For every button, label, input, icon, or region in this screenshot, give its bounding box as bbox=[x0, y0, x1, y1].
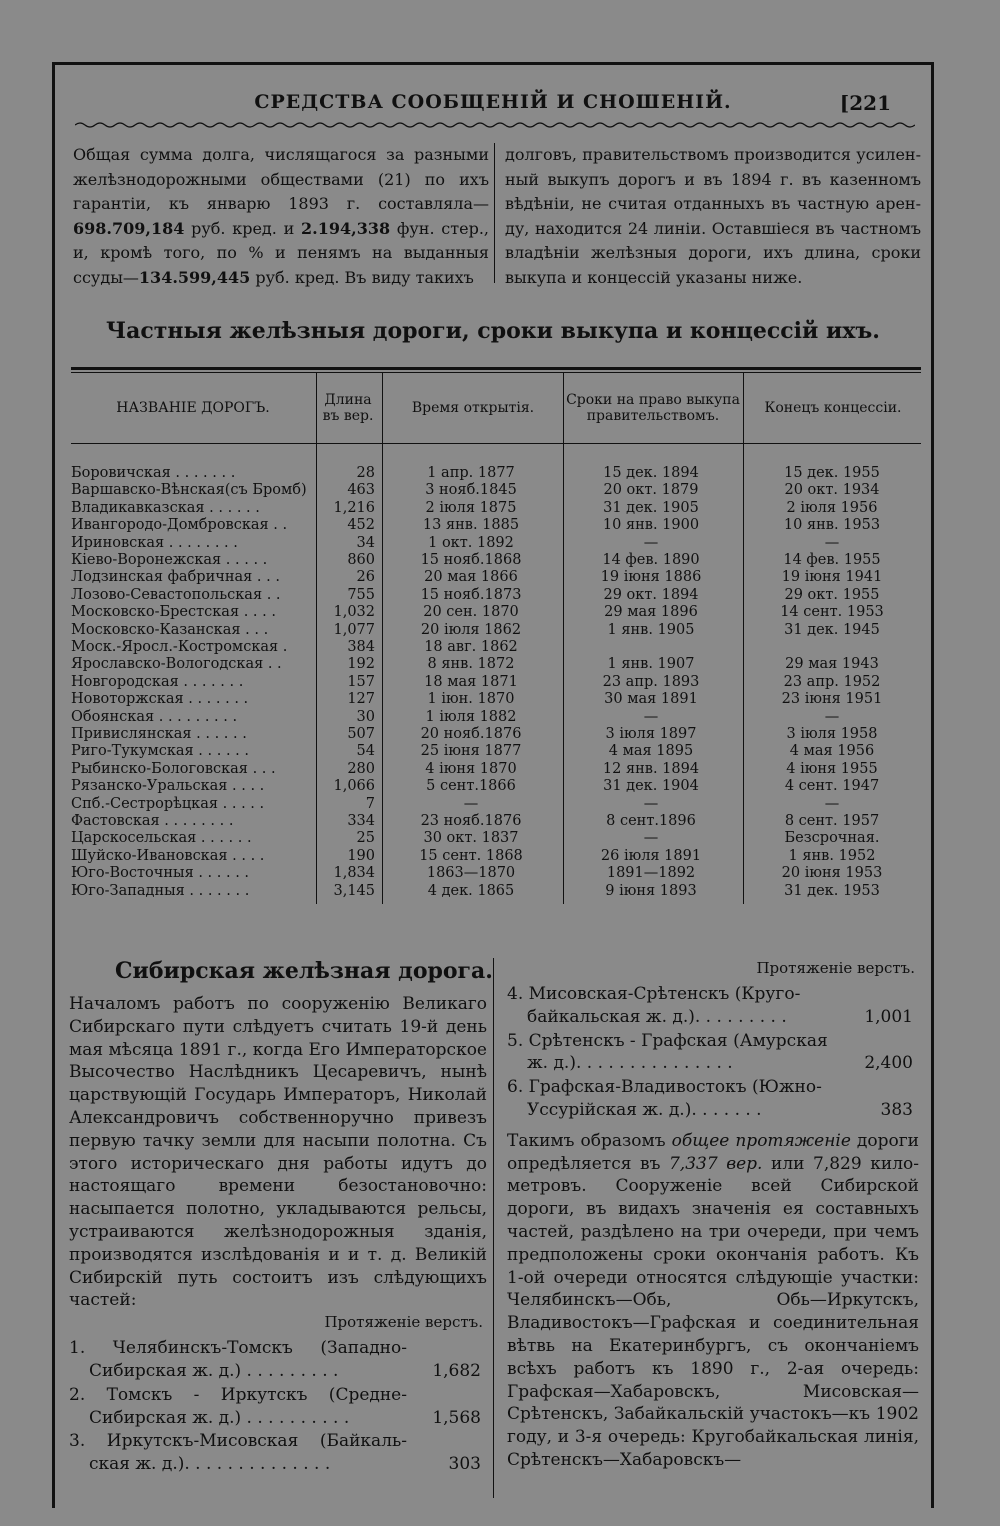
length-cell: 127 bbox=[347, 691, 375, 708]
table-row bbox=[71, 691, 921, 708]
redemption-cell: 31 дек. 1905 bbox=[603, 499, 699, 516]
road-name-cell: Юго-Восточныя . . . . . . bbox=[71, 865, 250, 882]
length-cell: 26 bbox=[356, 569, 375, 586]
intro-text: руб. кред. и bbox=[184, 218, 302, 238]
redemption-cell: 29 мая 1896 bbox=[604, 604, 698, 621]
opening-cell: 18 авг. 1862 bbox=[424, 639, 518, 655]
length-cell: 34 bbox=[356, 534, 375, 551]
road-name-cell: Рязанско-Уральская . . . . bbox=[71, 778, 265, 795]
conclusion-emphasis: общее протяженіе bbox=[671, 1130, 851, 1151]
debt-amount-rub: 698.709,184 bbox=[73, 218, 185, 238]
road-name-cell: Новоторжская . . . . . . . bbox=[71, 691, 249, 708]
table-top-rule bbox=[71, 367, 921, 370]
redemption-cell: — bbox=[643, 830, 659, 847]
redemption-cell: 31 дек. 1904 bbox=[603, 778, 699, 795]
section-name: 6. Графская-Владивостокъ (Южно-Уссурійская ж. д.). . . . . . . bbox=[507, 1077, 822, 1120]
table-row bbox=[71, 830, 921, 847]
opening-cell: 1 іюн. 1870 bbox=[427, 691, 515, 708]
table-row bbox=[71, 604, 921, 621]
redemption-cell: 15 дек. 1894 bbox=[603, 465, 699, 481]
concession-end-cell: 31 дек. 1945 bbox=[784, 621, 880, 638]
concession-end-cell: — bbox=[824, 534, 840, 551]
opening-cell: 4 дек. 1865 bbox=[427, 882, 515, 899]
length-cell: 280 bbox=[347, 760, 375, 777]
table-row bbox=[71, 587, 921, 604]
length-cell: 7 bbox=[365, 795, 375, 812]
table-row bbox=[71, 482, 921, 499]
opening-cell: 18 мая 1871 bbox=[424, 673, 518, 690]
redemption-cell: 3 іюля 1897 bbox=[605, 726, 697, 742]
header-length: Длина въ вер. bbox=[322, 392, 374, 424]
redemption-cell: 4 мая 1895 bbox=[608, 743, 694, 760]
debt-amount-gbp: 2.194,338 bbox=[301, 218, 391, 238]
redemption-cell: 1 янв. 1905 bbox=[607, 621, 695, 638]
section-name: 4. Мисовская-Срѣтенскъ (Кругобайкальская ж. д.). . . . . . . . . bbox=[507, 984, 801, 1027]
length-cell: 30 bbox=[356, 708, 375, 725]
redemption-cell: 9 іюня 1893 bbox=[605, 882, 697, 899]
length-cell: 192 bbox=[347, 656, 375, 673]
road-name-cell: Царскосельская . . . . . . bbox=[71, 830, 252, 847]
section-item bbox=[69, 1430, 487, 1476]
concession-end-cell: 2 іюля 1956 bbox=[786, 499, 878, 516]
loan-amount: 134.599,445 bbox=[138, 267, 251, 287]
opening-cell: 1 окт. 1892 bbox=[428, 534, 514, 551]
table-row bbox=[71, 535, 921, 552]
road-name-cell: Владикавказская . . . . . . bbox=[71, 499, 260, 516]
table-row bbox=[71, 743, 921, 760]
concession-end-cell: 20 окт. 1934 bbox=[784, 482, 880, 499]
section-item bbox=[507, 1076, 919, 1122]
table-row bbox=[71, 656, 921, 673]
column-divider bbox=[493, 958, 494, 1498]
concession-end-cell: 4 мая 1956 bbox=[789, 743, 875, 760]
concession-end-cell: 19 іюня 1941 bbox=[781, 569, 883, 586]
table-row bbox=[71, 796, 921, 813]
table-row bbox=[71, 674, 921, 691]
table-row bbox=[71, 465, 921, 482]
road-name-cell: Кіево-Воронежская . . . . . bbox=[71, 552, 268, 568]
header-redemption: Сроки на право выкупа правительствомъ. bbox=[566, 392, 740, 424]
section-length: 303 bbox=[448, 1454, 481, 1475]
redemption-cell: 20 окт. 1879 bbox=[603, 482, 699, 499]
section-length: 1,568 bbox=[432, 1407, 481, 1428]
opening-cell: 15 нояб.1873 bbox=[420, 586, 522, 603]
intro-left-column bbox=[73, 143, 489, 290]
column-divider bbox=[494, 143, 495, 283]
length-cell: 507 bbox=[347, 726, 375, 742]
length-cell: 755 bbox=[347, 586, 375, 603]
section-length: 1,682 bbox=[432, 1360, 481, 1381]
section-name: 2. Томскъ - Иркутскъ (Средне-Сибирская ж. д.) . . . . . . . . . . bbox=[69, 1384, 407, 1428]
extent-header: Протяженіе верстъ. bbox=[324, 1313, 483, 1332]
length-cell: 334 bbox=[347, 813, 375, 829]
length-cell: 1,834 bbox=[333, 865, 375, 882]
section-item bbox=[69, 1337, 487, 1383]
siberian-left-column bbox=[69, 993, 487, 1477]
road-name-cell: Ириновская . . . . . . . . bbox=[71, 534, 238, 551]
section-length: 1,001 bbox=[864, 1006, 913, 1027]
road-name-cell: Ярославско-Вологодская . . bbox=[71, 656, 282, 673]
opening-cell: 30 окт. 1837 bbox=[423, 830, 519, 847]
intro-text: фун. стер., и, кромѣ того, по % и пенямъ на выданныя ссуды— bbox=[73, 218, 489, 287]
length-cell: 54 bbox=[356, 743, 375, 760]
redemption-cell: — bbox=[643, 534, 659, 551]
road-name-cell: Боровичская . . . . . . . bbox=[71, 465, 236, 481]
road-name-cell: Юго-Западныя . . . . . . . bbox=[71, 882, 250, 899]
intro-section bbox=[73, 143, 921, 287]
opening-cell: 15 сент. 1868 bbox=[419, 847, 523, 864]
road-name-cell: Новгородская . . . . . . . bbox=[71, 673, 244, 690]
opening-cell: 20 нояб.1876 bbox=[420, 726, 522, 742]
concession-end-cell: 14 фев. 1955 bbox=[783, 552, 881, 568]
intro-text: Общая сумма долга, числящагося за разными желѣзнодорожными обществами (21) по ихъ гарантіи, къ январю 1893 г. составляла— bbox=[73, 145, 489, 213]
redemption-cell: 19 іюня 1886 bbox=[600, 569, 702, 586]
section-name: 1. Челябинскъ-Томскъ (Западно-Сибирская ж. д.) . . . . . . . . . bbox=[69, 1338, 407, 1381]
total-length: 7,337 вер. bbox=[668, 1153, 763, 1174]
redemption-cell: — bbox=[643, 708, 659, 725]
opening-cell: 8 янв. 1872 bbox=[427, 656, 515, 673]
redemption-cell: 29 окт. 1894 bbox=[603, 586, 699, 603]
table-row bbox=[71, 778, 921, 795]
concession-end-cell: 1 янв. 1952 bbox=[788, 847, 876, 864]
opening-cell: 20 мая 1866 bbox=[424, 569, 518, 586]
redemption-cell: 1891—1892 bbox=[606, 865, 696, 882]
header-opening: Время открытія. bbox=[411, 400, 535, 416]
opening-cell: 3 нояб.1845 bbox=[425, 482, 517, 499]
extent-header: Протяженіе верстъ. bbox=[756, 959, 915, 977]
redemption-cell: 30 мая 1891 bbox=[604, 691, 698, 708]
opening-cell: 23 нояб.1876 bbox=[420, 813, 522, 829]
road-name-cell: Варшавско-Вѣнская(съ Бромб) bbox=[71, 482, 307, 499]
opening-cell: 5 сент.1866 bbox=[426, 778, 516, 795]
length-cell: 190 bbox=[347, 847, 375, 864]
page-number: [221 bbox=[839, 91, 891, 115]
table-row bbox=[71, 813, 921, 830]
header-bottom-rule bbox=[71, 443, 921, 444]
concession-end-cell: 3 іюля 1958 bbox=[786, 726, 878, 742]
road-name-cell: Рыбинско-Бологовская . . . bbox=[71, 760, 276, 777]
siberian-body: Началомъ работъ по сооруженію Великаго Сибирскаго пути слѣдуетъ считать 19-й день мая мѣсяца 1891 г., когда Его Императорское Высочество Наслѣдникъ Цесаревичъ, нынѣ царствующій Государь Императоръ, Николай Александровичъ собственноручно привезъ первую тачку земли для насыпи полотна. Съ этого историческаго дня работы идутъ до настоящаго времени безостановочно: насыпается полотно, укладываются рельсы, устраиваются желѣзнодорожныя зданія, производятся изслѣдованія и и т. д. Великій Сибирскій путь состоитъ изъ слѣдующихъ частей: bbox=[69, 994, 487, 1311]
wavy-divider bbox=[75, 121, 915, 129]
concession-end-cell: 14 сент. 1953 bbox=[780, 604, 884, 621]
conclusion-text: Такимъ образомъ bbox=[507, 1130, 672, 1151]
road-name-cell: Привислянская . . . . . . bbox=[71, 726, 247, 742]
table-row bbox=[71, 709, 921, 726]
header-road-name: НАЗВАНІЕ ДОРОГЪ. bbox=[116, 400, 270, 416]
page-header bbox=[55, 91, 931, 121]
table-top-rule-thin bbox=[71, 372, 921, 373]
concession-end-cell: 10 янв. 1953 bbox=[783, 517, 881, 534]
section-name: 5. Срѣтенскъ - Графская (Амурская ж. д.). . . . . . . . . . . . . . . bbox=[507, 1030, 828, 1074]
road-name-cell: Спб.-Сестрорѣцкая . . . . . bbox=[71, 795, 265, 812]
table-row bbox=[71, 848, 921, 865]
opening-cell: 13 янв. 1885 bbox=[422, 517, 520, 534]
length-cell: 25 bbox=[356, 830, 375, 847]
road-name-cell: Лодзинская фабричная . . . bbox=[71, 569, 280, 586]
redemption-cell: 14 фев. 1890 bbox=[602, 552, 700, 568]
table-row bbox=[71, 552, 921, 569]
concession-end-cell: 4 іюня 1955 bbox=[786, 760, 878, 777]
road-name-cell: Риго-Тукумская . . . . . . bbox=[71, 743, 250, 760]
table-title: Частныя желѣзныя дороги, сроки выкупа и концессій ихъ. bbox=[106, 318, 880, 344]
table-row bbox=[71, 639, 921, 656]
intro-text: руб. кред. Въ виду такихъ bbox=[250, 267, 474, 287]
length-cell: 3,145 bbox=[333, 882, 375, 899]
table-row bbox=[71, 726, 921, 743]
length-cell: 1,032 bbox=[333, 604, 375, 621]
redemption-cell: 10 янв. 1900 bbox=[602, 517, 700, 534]
concession-end-cell: 29 окт. 1955 bbox=[784, 586, 880, 603]
header-concession-end: Конецъ концессіи. bbox=[764, 400, 902, 416]
length-cell: 384 bbox=[347, 639, 375, 655]
road-name-cell: Ивангородо-Домбровская . . bbox=[71, 517, 288, 534]
opening-cell: 1 апр. 1877 bbox=[427, 465, 515, 481]
section-item bbox=[507, 1030, 919, 1076]
length-cell: 1,216 bbox=[333, 499, 375, 516]
opening-cell: 20 сен. 1870 bbox=[423, 604, 519, 621]
road-name-cell: Шуйско-Ивановская . . . . bbox=[71, 847, 265, 864]
conclusion-text: или 7,829 километровъ. Сооруженіе всей Сибирской дороги, въ видахъ значенія ея составныхъ частей, раздѣлено на три очереди, при чемъ предположены сроки окончанія работъ. Къ 1-ой очереди относятся слѣдующіе участки: Челябинскъ—Обь, Обь—Иркутскъ, Владивостокъ—Графская и соединительная вѣтвь на Екатеринбургъ, съ окончаніемъ всѣхъ работъ къ 1890 г., 2-ая очередь: Графская—Хабаровскъ, Мисовская—Срѣтенскъ, Забайкальскій участокъ—къ 1902 году, и 3-я очередь: Кругобайкальская линія, Срѣтенскъ—Хабаровскъ— bbox=[507, 1153, 919, 1470]
opening-cell: 2 іюля 1875 bbox=[425, 499, 517, 516]
concession-end-cell: Безсрочная. bbox=[784, 830, 880, 847]
road-name-cell: Московско-Брестская . . . . bbox=[71, 604, 276, 621]
length-cell: 1,066 bbox=[333, 778, 375, 795]
table-row bbox=[71, 517, 921, 534]
opening-cell: 1863—1870 bbox=[426, 865, 516, 882]
road-name-cell: Московско-Казанская . . . bbox=[71, 621, 269, 638]
table-row bbox=[71, 569, 921, 586]
siberian-title: Сибирская желѣзная дорога. bbox=[115, 958, 493, 984]
road-name-cell: Обоянская . . . . . . . . . bbox=[71, 708, 238, 725]
siberian-right-column bbox=[507, 958, 919, 1472]
section-name: 3. Иркутскъ-Мисовская (Байкальская ж. д.). . . . . . . . . . . . . . bbox=[69, 1431, 407, 1475]
page-frame bbox=[52, 62, 934, 1508]
section-length: 2,400 bbox=[864, 1053, 913, 1074]
opening-cell: 15 нояб.1868 bbox=[420, 552, 522, 568]
road-name-cell: Моск.-Яросл.-Костромская . bbox=[71, 639, 288, 655]
road-name-cell: Фастовская . . . . . . . . bbox=[71, 813, 234, 829]
concession-end-cell: 4 сент. 1947 bbox=[784, 778, 880, 795]
concession-end-cell: 31 дек. 1953 bbox=[784, 882, 880, 899]
concession-end-cell: 15 дек. 1955 bbox=[784, 465, 880, 481]
opening-cell: 20 іюля 1862 bbox=[420, 621, 522, 638]
concession-end-cell: 23 іюня 1951 bbox=[781, 691, 883, 708]
length-cell: 1,077 bbox=[333, 621, 375, 638]
table-row bbox=[71, 761, 921, 778]
redemption-cell: — bbox=[643, 795, 659, 812]
opening-cell: — bbox=[463, 795, 479, 812]
concession-end-cell: — bbox=[824, 795, 840, 812]
section-item bbox=[507, 983, 919, 1029]
road-name-cell: Лозово-Севастопольская . . bbox=[71, 586, 281, 603]
length-cell: 28 bbox=[356, 465, 375, 481]
concession-end-cell: 23 апр. 1952 bbox=[783, 673, 881, 690]
table-row bbox=[71, 883, 921, 900]
opening-cell: 1 іюля 1882 bbox=[425, 708, 517, 725]
redemption-cell: 1 янв. 1907 bbox=[607, 656, 695, 673]
redemption-cell: 12 янв. 1894 bbox=[602, 760, 700, 777]
redemption-cell: 8 сент.1896 bbox=[606, 813, 696, 829]
opening-cell: 4 іюня 1870 bbox=[425, 760, 517, 777]
running-title: СРЕДСТВА СООБЩЕНІЙ И СНОШЕНІЙ. bbox=[254, 91, 732, 113]
section-length: 383 bbox=[880, 1099, 913, 1120]
length-cell: 860 bbox=[347, 552, 375, 568]
conclusion-text: дороги опредѣляется въ bbox=[507, 1130, 919, 1174]
intro-right-column: долговъ, правительствомъ производится усиленный выкупъ дорогъ и въ 1894 г. въ казенномъ вѣдѣніи, не считая отданныхъ въ частную аренду, находится 24 линіи. Оставшіеся въ частномъ владѣніи желѣзныя дороги, ихъ длина, сроки выкупа и концессій указаны ниже. bbox=[505, 145, 921, 287]
concession-end-cell: 8 сент. 1957 bbox=[784, 813, 880, 829]
concession-end-cell: 20 іюня 1953 bbox=[781, 865, 883, 882]
redemption-cell: 23 апр. 1893 bbox=[602, 673, 700, 690]
length-cell: 463 bbox=[347, 482, 375, 499]
table-row bbox=[71, 622, 921, 639]
siberian-conclusion bbox=[507, 1130, 919, 1472]
opening-cell: 25 іюня 1877 bbox=[420, 743, 522, 760]
length-cell: 452 bbox=[347, 517, 375, 534]
table-row bbox=[71, 500, 921, 517]
concession-end-cell: — bbox=[824, 708, 840, 725]
length-cell: 157 bbox=[347, 673, 375, 690]
table-row bbox=[71, 865, 921, 882]
concession-end-cell: 29 мая 1943 bbox=[785, 656, 879, 673]
section-item bbox=[69, 1384, 487, 1430]
redemption-cell: 26 іюля 1891 bbox=[600, 847, 702, 864]
